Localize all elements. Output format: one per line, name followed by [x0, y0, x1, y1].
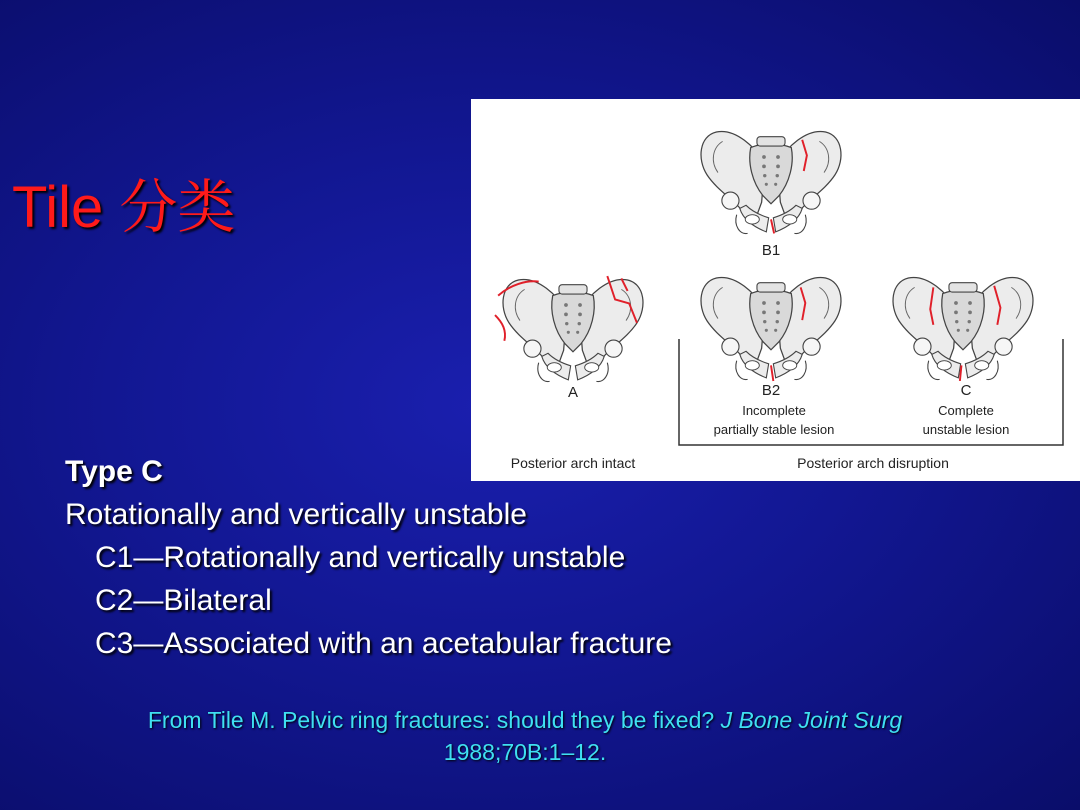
pelvis-c	[893, 277, 1033, 380]
label-b2: B2	[761, 382, 781, 399]
type-c-heading: Type C	[65, 455, 163, 488]
type-c-summary: Rotationally and vertically unstable	[65, 498, 527, 531]
subtype-c1: C1—Rotationally and vertically unstable	[95, 541, 626, 574]
label-c: C	[960, 382, 972, 399]
posterior-disruption-label: Posterior arch disruption	[797, 455, 949, 471]
subtype-c3: C3—Associated with an acetabular fracture	[95, 627, 672, 660]
type-c-description	[65, 450, 672, 665]
pelvis-diagram	[471, 99, 1080, 481]
c-caption-line2: unstable lesion	[922, 422, 1010, 437]
pelvis-b2	[701, 277, 841, 380]
pelvic-fracture-figure	[471, 99, 1080, 481]
posterior-intact-label: Posterior arch intact	[510, 455, 636, 471]
pelvis-a	[495, 276, 643, 381]
c-caption-line1: Complete	[938, 403, 994, 418]
citation	[40, 704, 1010, 768]
b2-caption-line1: Incomplete	[742, 403, 806, 418]
citation-text: From Tile M. Pelvic ring fractures: should they be fixed?	[147, 707, 715, 733]
b2-caption-line2: partially stable lesion	[713, 422, 835, 437]
label-a: A	[567, 384, 579, 401]
slide-title: Tile 分类	[12, 175, 236, 240]
subtype-c2: C2—Bilateral	[95, 584, 272, 617]
citation-journal: J Bone Joint Surg	[720, 707, 903, 733]
citation-year-pages: 1988;70B:1–12.	[443, 739, 607, 765]
pelvis-b1	[701, 131, 841, 233]
label-b1: B1	[761, 242, 781, 259]
